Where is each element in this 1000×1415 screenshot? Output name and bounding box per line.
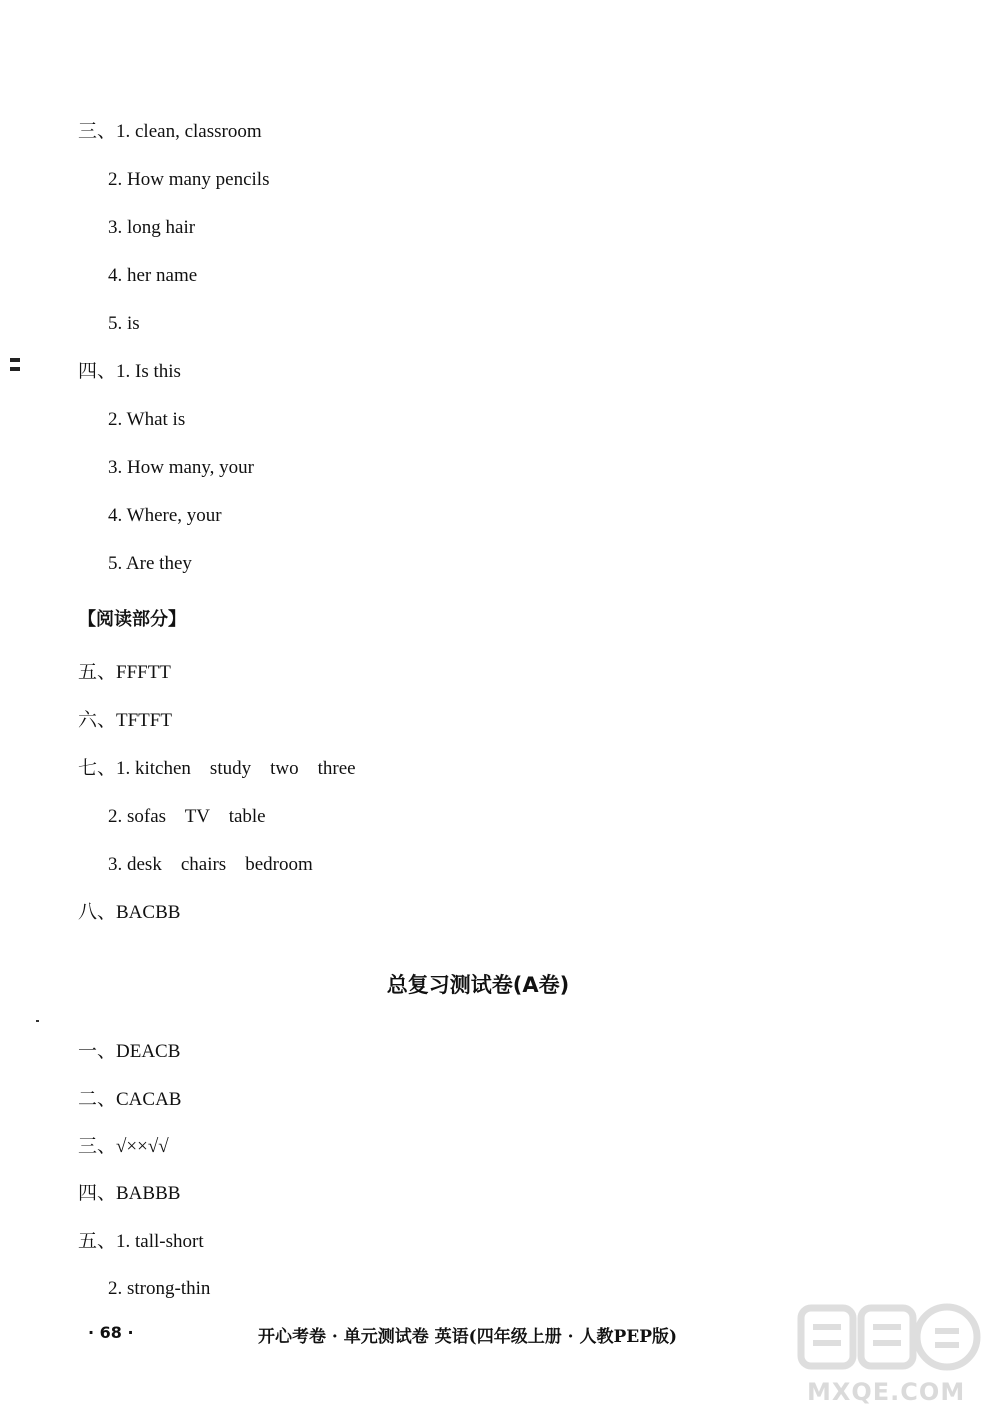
answer-line: 八、BACBB — [78, 902, 181, 923]
answer-line: 3. desk chairs bedroom — [108, 854, 313, 875]
section-heading-reading: 【阅读部分】 — [78, 609, 186, 630]
answer-line: 三、1. clean, classroom — [78, 121, 262, 142]
page-number: · 68 · — [88, 1323, 134, 1342]
scan-speck — [36, 1020, 39, 1022]
answer-line: 3. long hair — [108, 217, 196, 238]
watermark-text: MXQE.COM — [807, 1378, 966, 1406]
watermark-logo-icon — [795, 1298, 985, 1376]
answer-line: 三、√××√√ — [78, 1136, 169, 1157]
answer-line: 2. How many pencils — [108, 169, 270, 190]
page-title: 总复习测试卷(A卷) — [386, 973, 570, 997]
answer-line: 4. her name — [108, 265, 198, 286]
answer-line: 2. sofas TV table — [108, 806, 266, 827]
answer-line: 2. What is — [108, 409, 186, 430]
answer-line: 3. How many, your — [108, 457, 254, 478]
answer-line: 2. strong-thin — [108, 1278, 211, 1299]
answer-line: 六、TFTFT — [78, 710, 172, 731]
answer-line: 4. Where, your — [108, 505, 222, 526]
answer-line: 四、BABBB — [78, 1183, 181, 1204]
watermark — [795, 1298, 985, 1408]
binding-mark — [10, 358, 22, 380]
answer-line: 一、DEACB — [78, 1041, 181, 1062]
answer-line: 二、CACAB — [78, 1089, 182, 1110]
answer-line: 5. Are they — [108, 553, 192, 574]
answer-line: 五、FFFTT — [78, 662, 171, 683]
answer-line: 七、1. kitchen study two three — [78, 758, 356, 779]
answer-line: 五、1. tall-short — [78, 1231, 204, 1252]
answer-line: 四、1. Is this — [78, 361, 181, 382]
answer-line: 5. is — [108, 313, 140, 334]
book-title: 开心考卷 · 单元测试卷 英语(四年级上册 · 人教PEP版) — [258, 1327, 678, 1347]
